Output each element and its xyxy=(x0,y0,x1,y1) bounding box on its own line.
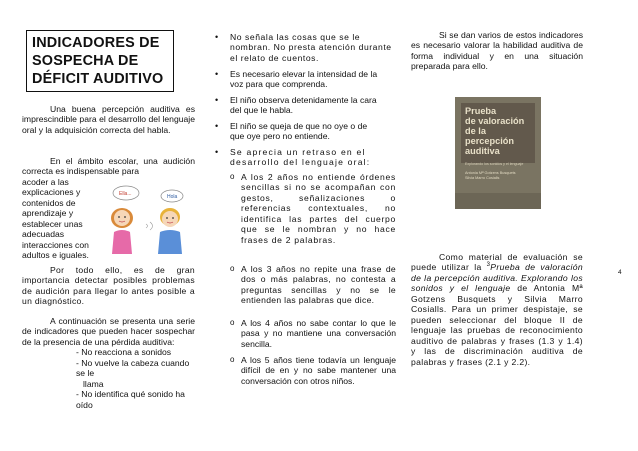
paragraph-indicators-lead: A continuación se presenta una serie de indicadores que pueden hacer sospechar de la presencia de una pérdida auditiva: xyxy=(22,316,195,347)
book-cover-footer xyxy=(455,193,541,209)
book-title-line: auditiva xyxy=(465,145,500,156)
book-title-reference: Prueba de valoración de la percepción auditiva. Explorando los sonidos y el lenguaje xyxy=(411,262,583,294)
book-title-line: de valoración xyxy=(465,115,525,126)
footnote-ref: 3 xyxy=(486,262,491,269)
bullet-icon: • xyxy=(215,32,219,42)
sub-bullet-text: A los 4 años no sabe contar lo que le pasa y no mantiene una conversación sencilla. xyxy=(241,318,396,349)
paragraph-school-wrapped xyxy=(22,177,102,261)
paragraph-intro: Una buena percepción auditiva es imprescindible para el desarrollo del lenguaje oral y la adquisición correcta del habla. xyxy=(22,104,195,135)
bubble-text-2: Hola xyxy=(167,194,178,200)
sub-bullet-icon: o xyxy=(230,172,235,181)
indicator-list xyxy=(22,347,195,410)
list-item: llama xyxy=(83,378,104,389)
title-line-2: SOSPECHA DE xyxy=(32,53,139,69)
book-cover-image xyxy=(455,97,541,209)
book-cover-title xyxy=(465,107,535,157)
sub-list-item xyxy=(230,264,396,306)
sub-bullet-text: A los 5 años tiene todavía un lenguaje difícil de en y no sabe mantener una conversación con otros niños. xyxy=(241,355,396,386)
list-item xyxy=(213,95,396,116)
text-line: contenidos de xyxy=(22,197,76,208)
title-line-3: DÉFICIT AUDITIVO xyxy=(32,71,164,87)
text-line: adecuadas xyxy=(22,229,65,240)
page-number: 4 xyxy=(618,269,622,276)
text-line: aprendizaje y xyxy=(22,208,74,219)
sub-list-item xyxy=(230,318,396,349)
evaluation-text-a: Como material de evaluación se puede utilizar la xyxy=(411,252,583,273)
book-cover-title-area xyxy=(461,103,535,163)
bullet-icon: • xyxy=(215,95,219,105)
sub-list-item xyxy=(230,355,396,386)
list-item xyxy=(213,32,396,63)
book-title-line: de la percepción xyxy=(465,125,515,146)
sub-list-item xyxy=(230,172,396,245)
girl-face-shape xyxy=(114,210,130,226)
text-line: acoder a las xyxy=(22,176,69,187)
sub-bullet-text: A los 3 años no repite una frase de dos o más palabras, no contesta a preguntas sencillas y no se le entienden las palabras que dice. xyxy=(241,264,396,306)
evaluation-text-c: de Antonia Mª Gotzens Busquets y Silvia Marro Cosialls. Para un primer despistaje, se pueden seleccionar del bloque II de lenguaje las pruebas de reconocimiento auditivo de palabras y frases (1.3 y 1.4) y las de discriminación auditiva de palabras y frases (2.1 y 2.2). xyxy=(411,283,583,367)
boy-shirt-shape xyxy=(158,230,182,254)
bullet-text: Es necesario elevar la intensidad de la voz para que comprenda. xyxy=(230,69,378,90)
list-item: - No vuelve la cabeza cuando se le xyxy=(76,357,190,379)
list-item xyxy=(213,147,396,168)
book-cover-subtitle: Explorando los sonidos y el lenguaje xyxy=(465,162,524,166)
list-item: - No reacciona a sonidos xyxy=(76,347,172,358)
sub-bullet-icon: o xyxy=(230,264,235,273)
sub-bullet-icon: o xyxy=(230,355,235,364)
text-line: adultos e iguales. xyxy=(22,250,89,261)
paragraph-school-lead: En el ámbito escolar, una audición correcta es indispensable para xyxy=(22,156,195,177)
bullet-icon: • xyxy=(215,69,219,79)
book-author: Silvia Marro Cosialls xyxy=(465,175,500,180)
boy-face-shape xyxy=(162,211,178,227)
text-line: explicaciones y xyxy=(22,187,81,198)
bullet-text: Se aprecia un retraso en el desarrollo del lenguaje oral: xyxy=(230,147,371,168)
text-line: interacciones con xyxy=(22,239,89,250)
text-line: establecer unas xyxy=(22,218,83,229)
bullet-text: No señala las cosas que se le nombran. No presta atención durante el relato de cuentos. xyxy=(230,32,392,63)
bullet-icon: • xyxy=(215,121,219,131)
section-title-box xyxy=(26,30,174,92)
book-title-line: Prueba xyxy=(465,106,497,116)
sub-bullet-text: A los 2 años no entiende órdenes sencillas si no se acompañan con gestos, señalizaciones o referencias contextuales, no identifica las partes del cuerpo que se le nombran y no hace frases de 2 palabras. xyxy=(241,172,396,245)
bullet-text: El niño observa detenidamente la cara del que le habla. xyxy=(230,95,377,116)
paragraph-indicators-intro xyxy=(22,316,195,410)
list-item: - No identifica qué sonido ha oído xyxy=(76,389,185,410)
bubble-text-1: Ella... xyxy=(119,191,132,197)
book-cover-authors xyxy=(465,171,516,180)
sub-bullet-icon: o xyxy=(230,318,235,327)
list-item xyxy=(213,69,396,90)
paragraph-evaluation-material xyxy=(411,252,583,367)
list-item xyxy=(213,121,396,142)
children-talking-illustration xyxy=(100,184,196,256)
book-author: Antonia Mª Gotzens Busquets xyxy=(465,171,516,175)
girl-dress-shape xyxy=(112,230,132,254)
paragraph-importance: Por todo ello, es de gran importancia detectar posibles problemas de audición para llegar lo antes posible a un diagnóstico. xyxy=(22,265,195,307)
bullet-icon: • xyxy=(215,147,219,157)
paragraph-evaluation-need: Si se dan varios de estos indicadores es necesario valorar la habilidad auditiva de forma individual y en una situación preparada para ello. xyxy=(411,30,583,72)
bullet-text: El niño se queja de que no oye o de que oye pero no entiende. xyxy=(230,121,368,142)
title-line-1: INDICADORES DE xyxy=(32,35,160,51)
